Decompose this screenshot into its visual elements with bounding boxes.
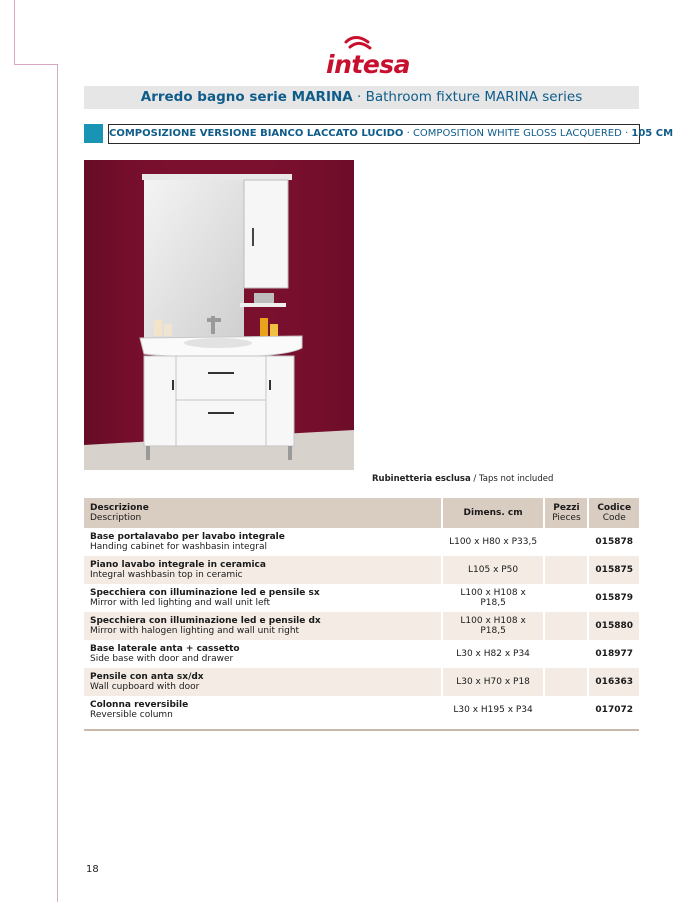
row-desc-it: Piano lavabo integrale in ceramica xyxy=(90,560,266,570)
row-desc-en: Integral washbasin top in ceramic xyxy=(90,570,243,580)
spec-table xyxy=(84,498,639,724)
composition-banner xyxy=(108,124,674,144)
row-code: 015879 xyxy=(595,593,633,603)
row-code: 015880 xyxy=(588,612,639,640)
composition-size: 105 CM xyxy=(631,128,674,139)
table-row xyxy=(84,556,639,584)
row-desc-en: Mirror with led lighting and wall unit left xyxy=(90,598,271,608)
row-dimensions: L105 x P50 xyxy=(442,556,545,584)
row-code: 018977 xyxy=(595,649,633,659)
page-number: 18 xyxy=(86,864,99,875)
row-pieces xyxy=(544,584,588,612)
title-italian: Arredo bagno serie MARINA xyxy=(140,89,353,105)
row-dimensions: L100 x H108 x P18,5 xyxy=(442,612,545,640)
row-desc-en: Handing cabinet for washbasin integral xyxy=(90,542,267,552)
row-description xyxy=(84,612,442,640)
row-desc-it: Base laterale anta + cassetto xyxy=(90,644,240,654)
row-dimensions: L30 x H70 x P18 xyxy=(442,668,545,696)
page-edge-line xyxy=(57,64,58,902)
composition-sep: · xyxy=(621,128,632,139)
row-pieces xyxy=(544,668,588,696)
row-description xyxy=(84,640,442,668)
header-dim: Dimens. cm xyxy=(463,508,523,518)
composition-marker xyxy=(84,124,103,143)
table-row xyxy=(84,612,639,640)
row-desc-it: Specchiera con illuminazione led e pensile sx xyxy=(90,588,320,598)
page-edge-line xyxy=(14,64,58,65)
composition-label-en: COMPOSITION WHITE GLOSS LACQUERED xyxy=(412,128,622,139)
table-row xyxy=(84,584,639,612)
header-pieces-en: Pieces xyxy=(552,513,581,523)
header-code-it: Codice xyxy=(597,503,632,513)
title-english: Bathroom fixture MARINA series xyxy=(365,89,583,105)
row-description xyxy=(84,696,442,724)
row-description xyxy=(84,556,442,584)
row-description xyxy=(84,668,442,696)
header-description xyxy=(84,498,442,528)
taps-caption-it: Rubinetteria esclusa xyxy=(372,474,471,484)
header-code xyxy=(588,498,639,528)
table-header-row xyxy=(84,498,639,528)
row-dimensions: L100 x H108 x P18,5 xyxy=(442,584,545,612)
row-pieces xyxy=(544,696,588,724)
row-desc-en: Side base with door and drawer xyxy=(90,654,234,664)
row-pieces xyxy=(544,528,588,556)
row-desc-en: Wall cupboard with door xyxy=(90,682,200,692)
row-desc-it: Specchiera con illuminazione led e pensile dx xyxy=(90,616,321,626)
row-pieces xyxy=(544,640,588,668)
table-bottom-rule xyxy=(84,729,639,731)
row-desc-it: Pensile con anta sx/dx xyxy=(90,672,204,682)
row-description xyxy=(84,584,442,612)
row-code: 017072 xyxy=(595,705,633,715)
product-photo xyxy=(84,160,354,470)
row-pieces xyxy=(544,612,588,640)
brand-logo xyxy=(318,36,411,79)
table-row xyxy=(84,640,639,668)
row-dimensions: L30 x H195 x P34 xyxy=(442,696,545,724)
row-code: 015878 xyxy=(595,537,633,547)
composition-label-it: COMPOSIZIONE VERSIONE BIANCO LACCATO LUCIDO xyxy=(109,128,404,139)
header-dimensions xyxy=(442,498,545,528)
row-code: 015875 xyxy=(588,556,639,584)
row-desc-en: Mirror with halogen lighting and wall unit right xyxy=(90,626,300,636)
taps-caption xyxy=(372,474,553,484)
page-edge-line xyxy=(14,0,15,64)
row-desc-it: Base portalavabo per lavabo integrale xyxy=(90,532,285,542)
header-code-en: Code xyxy=(602,513,626,523)
table-row xyxy=(84,668,639,696)
row-code: 016363 xyxy=(588,668,639,696)
row-desc-it: Colonna reversibile xyxy=(90,700,189,710)
row-description xyxy=(84,528,442,556)
title-separator: · xyxy=(352,89,366,105)
row-dimensions: L30 x H82 x P34 xyxy=(442,640,545,668)
bathroom-furniture-illustration xyxy=(84,160,354,470)
header-desc-en: Description xyxy=(90,513,142,523)
header-desc-it: Descrizione xyxy=(90,503,149,513)
composition-sep: · xyxy=(403,128,413,139)
taps-caption-en: / Taps not included xyxy=(470,474,554,484)
header-pieces xyxy=(544,498,588,528)
table-row xyxy=(84,528,639,556)
header-pieces-it: Pezzi xyxy=(553,503,580,513)
brand-name: intesa xyxy=(326,50,411,79)
row-pieces xyxy=(544,556,588,584)
row-desc-en: Reversible column xyxy=(90,710,173,720)
page-title xyxy=(84,86,639,109)
row-dimensions: L100 x H80 x P33,5 xyxy=(442,528,545,556)
table-row xyxy=(84,696,639,724)
